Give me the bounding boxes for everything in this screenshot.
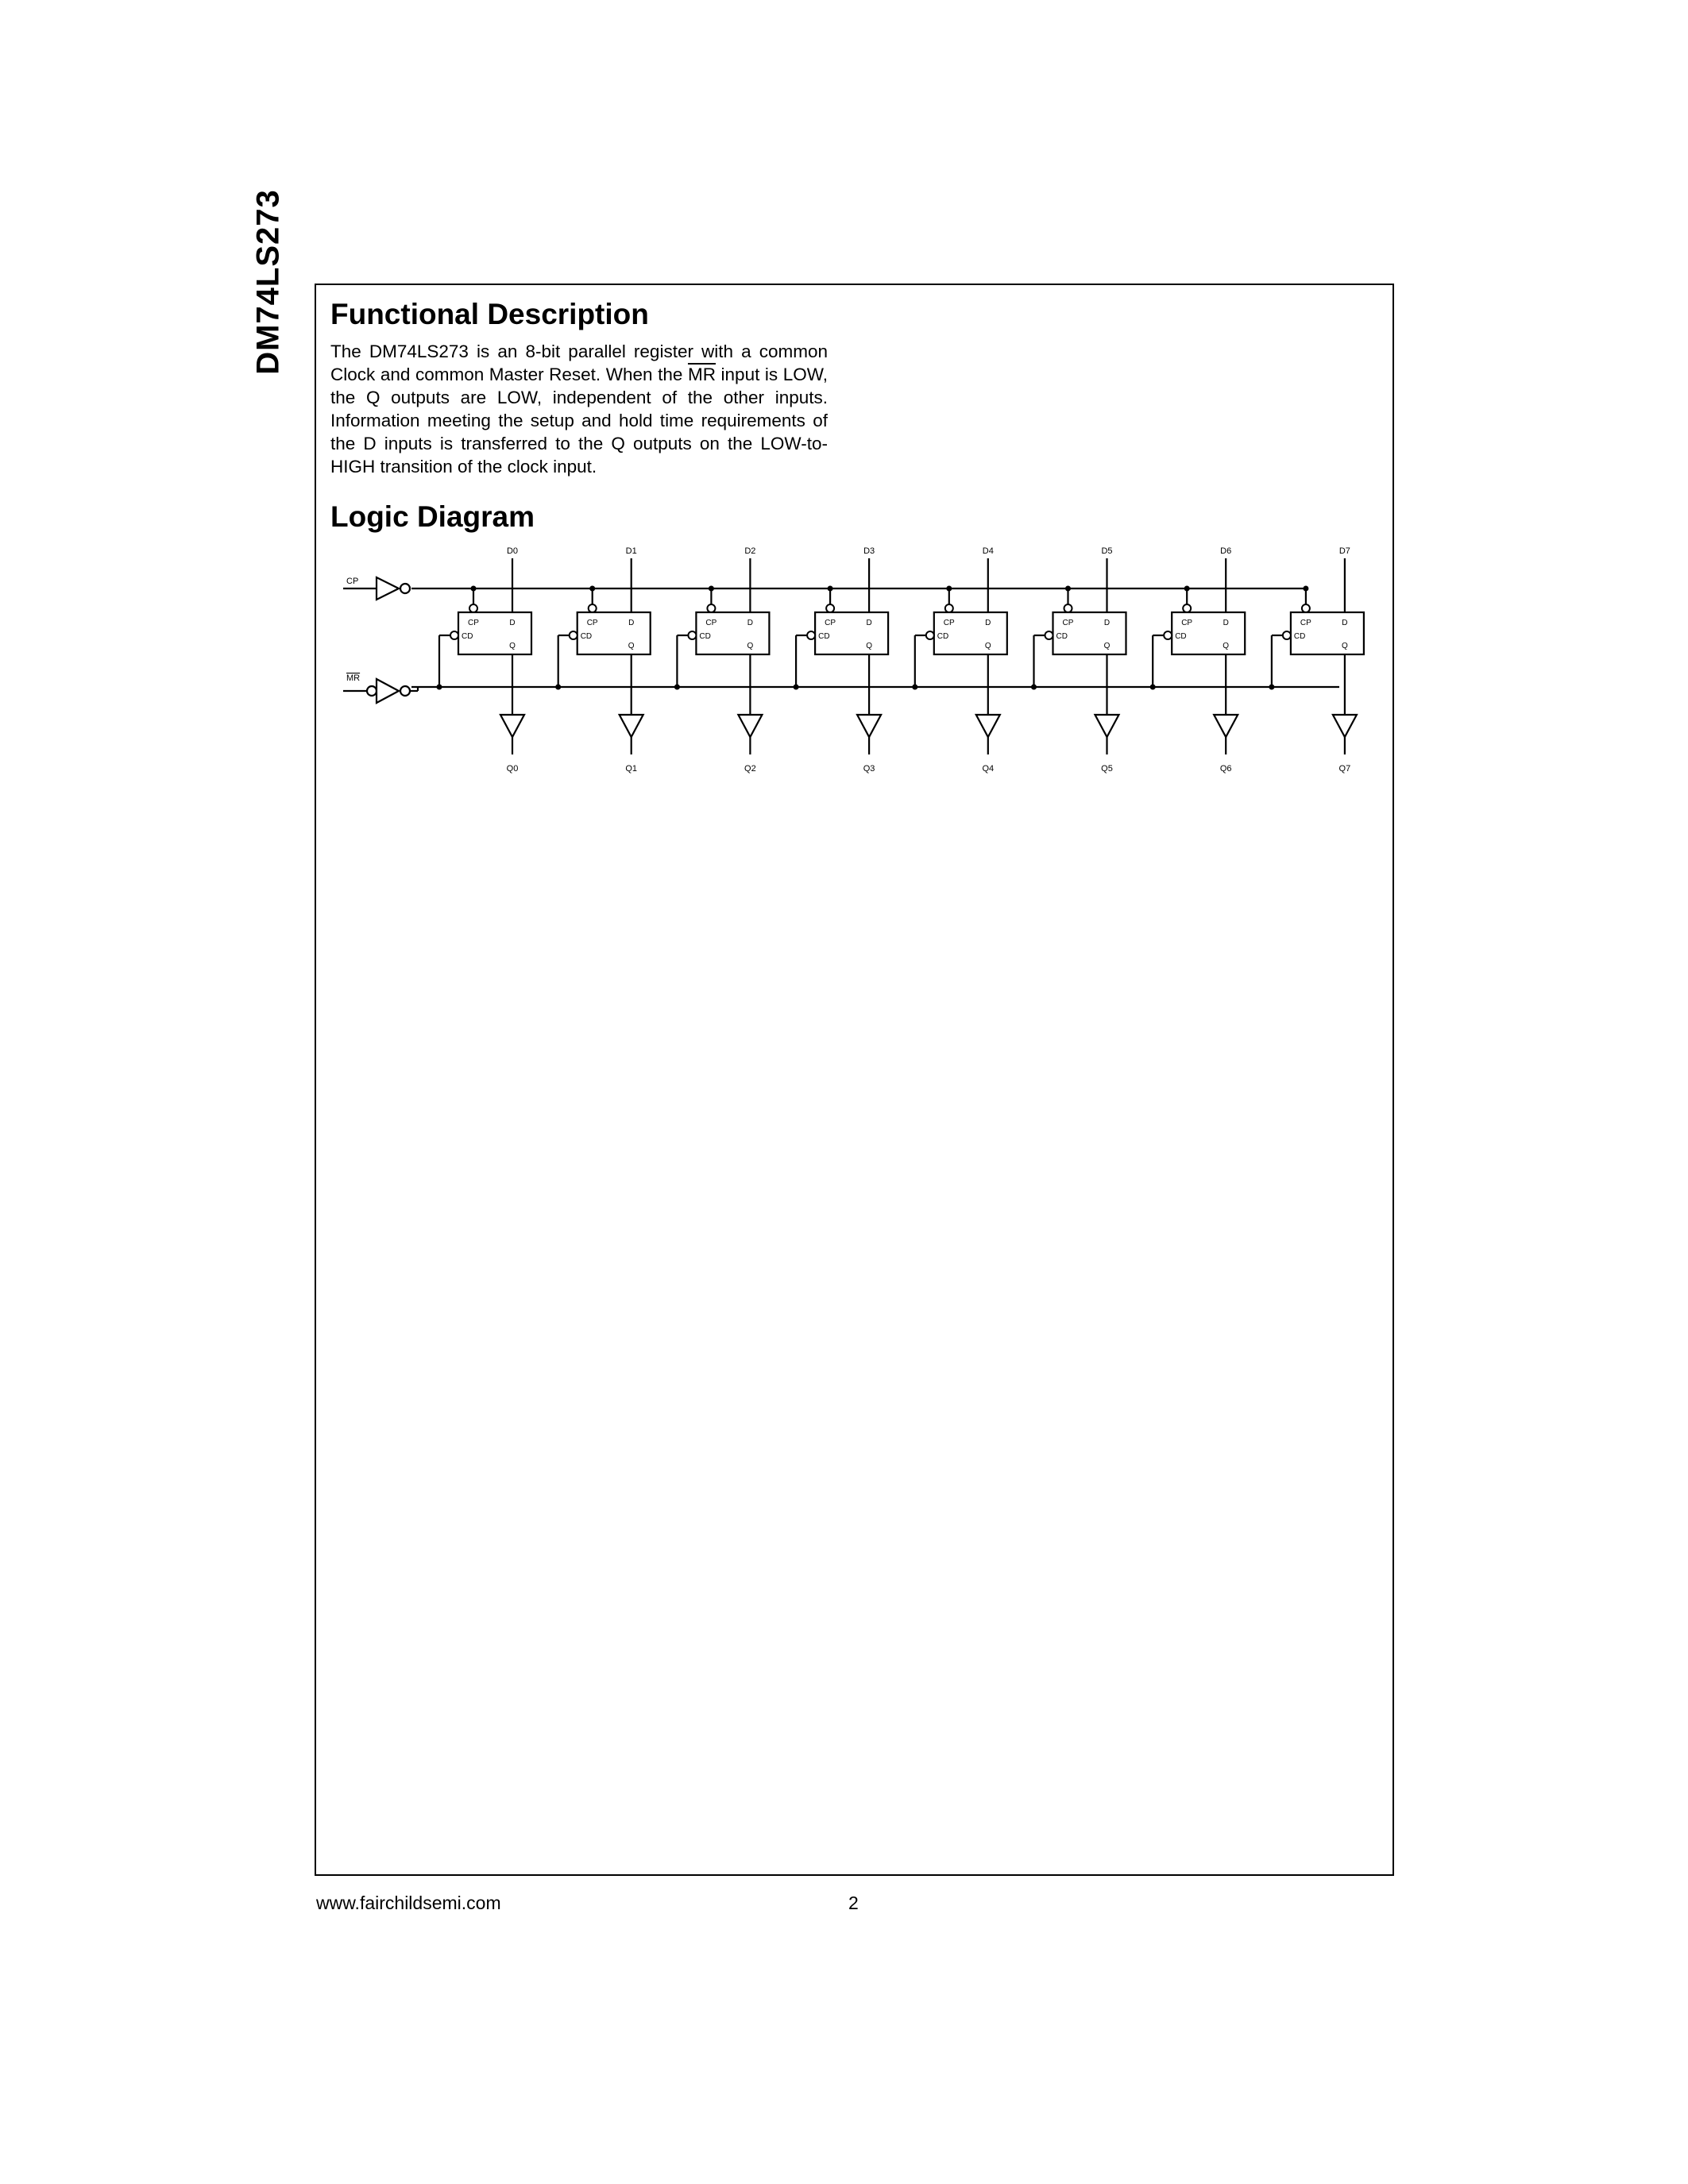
ff-cd-pin-label-5: CD [1056, 632, 1068, 641]
clear-pin-bubble-2 [688, 631, 696, 639]
logic-diagram-heading: Logic Diagram [330, 500, 535, 533]
reset-inverter-output-bubble [400, 686, 410, 696]
ff-q-pin-label-3: Q [866, 642, 872, 650]
clock-pin-bubble-1 [589, 604, 597, 612]
reset-junction-dot-5 [1031, 685, 1037, 690]
clock-input-inverter [377, 577, 399, 600]
mr-signal-name: $\overline{MR}$ [687, 365, 716, 384]
ff-cp-pin-label-7: CP [1300, 619, 1311, 627]
part-number-text: DM74LS273 [250, 189, 286, 375]
description-text-end: input is LOW, the Q outputs are LOW, independent of the other inputs. Information meeting the setup and hold time requirements of the D inputs is transferred to the Q outputs on the LOW-to-HIGH transition of the clock input. [330, 365, 828, 477]
ff-d-pin-label-0: D [509, 619, 516, 627]
output-label-3: Q3 [863, 764, 875, 774]
output-buffer-1 [620, 715, 643, 737]
ff-d-pin-label-6: D [1223, 619, 1229, 627]
ff-cp-pin-label-4: CP [943, 619, 955, 627]
output-buffer-6 [1214, 715, 1238, 737]
ff-d-pin-label-5: D [1103, 619, 1111, 627]
ff-cp-pin-label-1: CP [586, 619, 598, 627]
data-input-label-6: D6 [1220, 546, 1232, 556]
reset-junction-dot-3 [794, 685, 799, 690]
reset-inverter-input-bubble [367, 686, 377, 696]
clock-pin-bubble-7 [1302, 604, 1310, 612]
clock-junction-dot-2 [709, 586, 714, 592]
data-input-label-3: D3 [863, 546, 875, 556]
reset-junction-dot-2 [674, 685, 680, 690]
clear-pin-bubble-4 [926, 631, 934, 639]
ff-cd-pin-label-4: CD [937, 632, 949, 641]
output-buffer-3 [857, 715, 881, 737]
output-label-6: Q6 [1219, 764, 1232, 774]
output-buffer-5 [1095, 715, 1119, 737]
ff-q-pin-label-4: Q [984, 642, 991, 650]
data-input-label-5: D5 [1101, 546, 1113, 556]
ff-cp-pin-label-3: CP [825, 619, 836, 627]
reset-junction-dot-7 [1269, 685, 1274, 690]
reset-junction-dot-6 [1150, 685, 1156, 690]
output-label-4: Q4 [982, 764, 995, 774]
ff-q-pin-label-1: Q [628, 642, 635, 650]
ff-cp-pin-label-6: CP [1181, 619, 1193, 627]
clock-pin-bubble-3 [826, 604, 834, 612]
ff-q-pin-label-6: Q [1223, 642, 1230, 650]
ff-cp-pin-label-2: CP [705, 619, 717, 627]
output-buffer-7 [1333, 715, 1357, 737]
reset-junction-dot-4 [912, 685, 917, 690]
clear-pin-bubble-5 [1045, 631, 1053, 639]
output-buffer-4 [976, 715, 1000, 737]
clock-pin-bubble-0 [469, 604, 477, 612]
ff-d-pin-label-3: D [866, 619, 872, 627]
clock-junction-dot-0 [471, 586, 477, 592]
ff-d-pin-label-4: D [985, 619, 991, 627]
data-input-label-0: D0 [506, 546, 519, 556]
clock-junction-dot-4 [946, 586, 952, 592]
functional-description-heading: Functional Description [330, 298, 649, 330]
reset-input-label: MR [346, 673, 361, 683]
clear-pin-bubble-1 [570, 631, 577, 639]
clock-junction-dot-1 [589, 586, 595, 592]
clock-pin-bubble-2 [707, 604, 715, 612]
ff-q-pin-label-2: Q [747, 642, 754, 650]
clock-junction-dot-7 [1303, 586, 1308, 592]
clear-pin-bubble-3 [807, 631, 815, 639]
ff-cd-pin-label-0: CD [462, 632, 473, 641]
clear-pin-bubble-7 [1283, 631, 1291, 639]
data-input-label-2: D2 [744, 546, 756, 556]
data-input-label-4: D4 [982, 546, 994, 556]
ff-q-pin-label-7: Q [1342, 642, 1348, 650]
clock-pin-bubble-6 [1183, 604, 1191, 612]
output-label-5: Q5 [1101, 764, 1113, 774]
ff-q-pin-label-5: Q [1103, 642, 1111, 650]
ff-q-pin-label-0: Q [509, 642, 516, 650]
clear-pin-bubble-6 [1164, 631, 1172, 639]
output-label-7: Q7 [1338, 764, 1351, 774]
clear-pin-bubble-0 [450, 631, 458, 639]
output-label-1: Q1 [625, 764, 638, 774]
ff-d-pin-label-2: D [747, 619, 754, 627]
data-input-label-7: D7 [1338, 546, 1350, 556]
output-label-2: Q2 [744, 764, 756, 774]
data-input-label-1: D1 [625, 546, 637, 556]
footer-website[interactable]: www.fairchildsemi.com [316, 1893, 501, 1913]
clock-junction-dot-3 [828, 586, 833, 592]
clock-pin-bubble-4 [945, 604, 953, 612]
output-buffer-0 [500, 715, 524, 737]
ff-cd-pin-label-3: CD [818, 632, 830, 641]
ff-d-pin-label-7: D [1342, 619, 1348, 627]
reset-junction-dot-1 [555, 685, 561, 690]
clock-junction-dot-5 [1065, 586, 1071, 592]
ff-cd-pin-label-2: CD [699, 632, 711, 641]
clock-input-label: CP [346, 577, 359, 586]
ff-cp-pin-label-5: CP [1062, 619, 1074, 627]
output-label-0: Q0 [506, 764, 519, 774]
output-buffer-2 [738, 715, 762, 737]
description-text-start: The DM74LS273 is an 8-bit parallel register with a common Clock and common Master Reset. When the [330, 341, 828, 384]
clock-inverter-bubble [400, 584, 410, 593]
reset-junction-dot-0 [437, 685, 442, 690]
functional-description-paragraph [330, 340, 828, 478]
ff-cp-pin-label-0: CP [468, 619, 479, 627]
ff-d-pin-label-1: D [628, 619, 635, 627]
clock-junction-dot-6 [1184, 586, 1190, 592]
ff-cd-pin-label-7: CD [1293, 632, 1306, 641]
clock-pin-bubble-5 [1064, 604, 1072, 612]
ff-cd-pin-label-1: CD [580, 632, 593, 641]
reset-input-inverter [377, 679, 399, 703]
ff-cd-pin-label-6: CD [1175, 632, 1187, 641]
footer-page-number: 2 [848, 1893, 859, 1913]
logic-diagram [330, 540, 1387, 794]
